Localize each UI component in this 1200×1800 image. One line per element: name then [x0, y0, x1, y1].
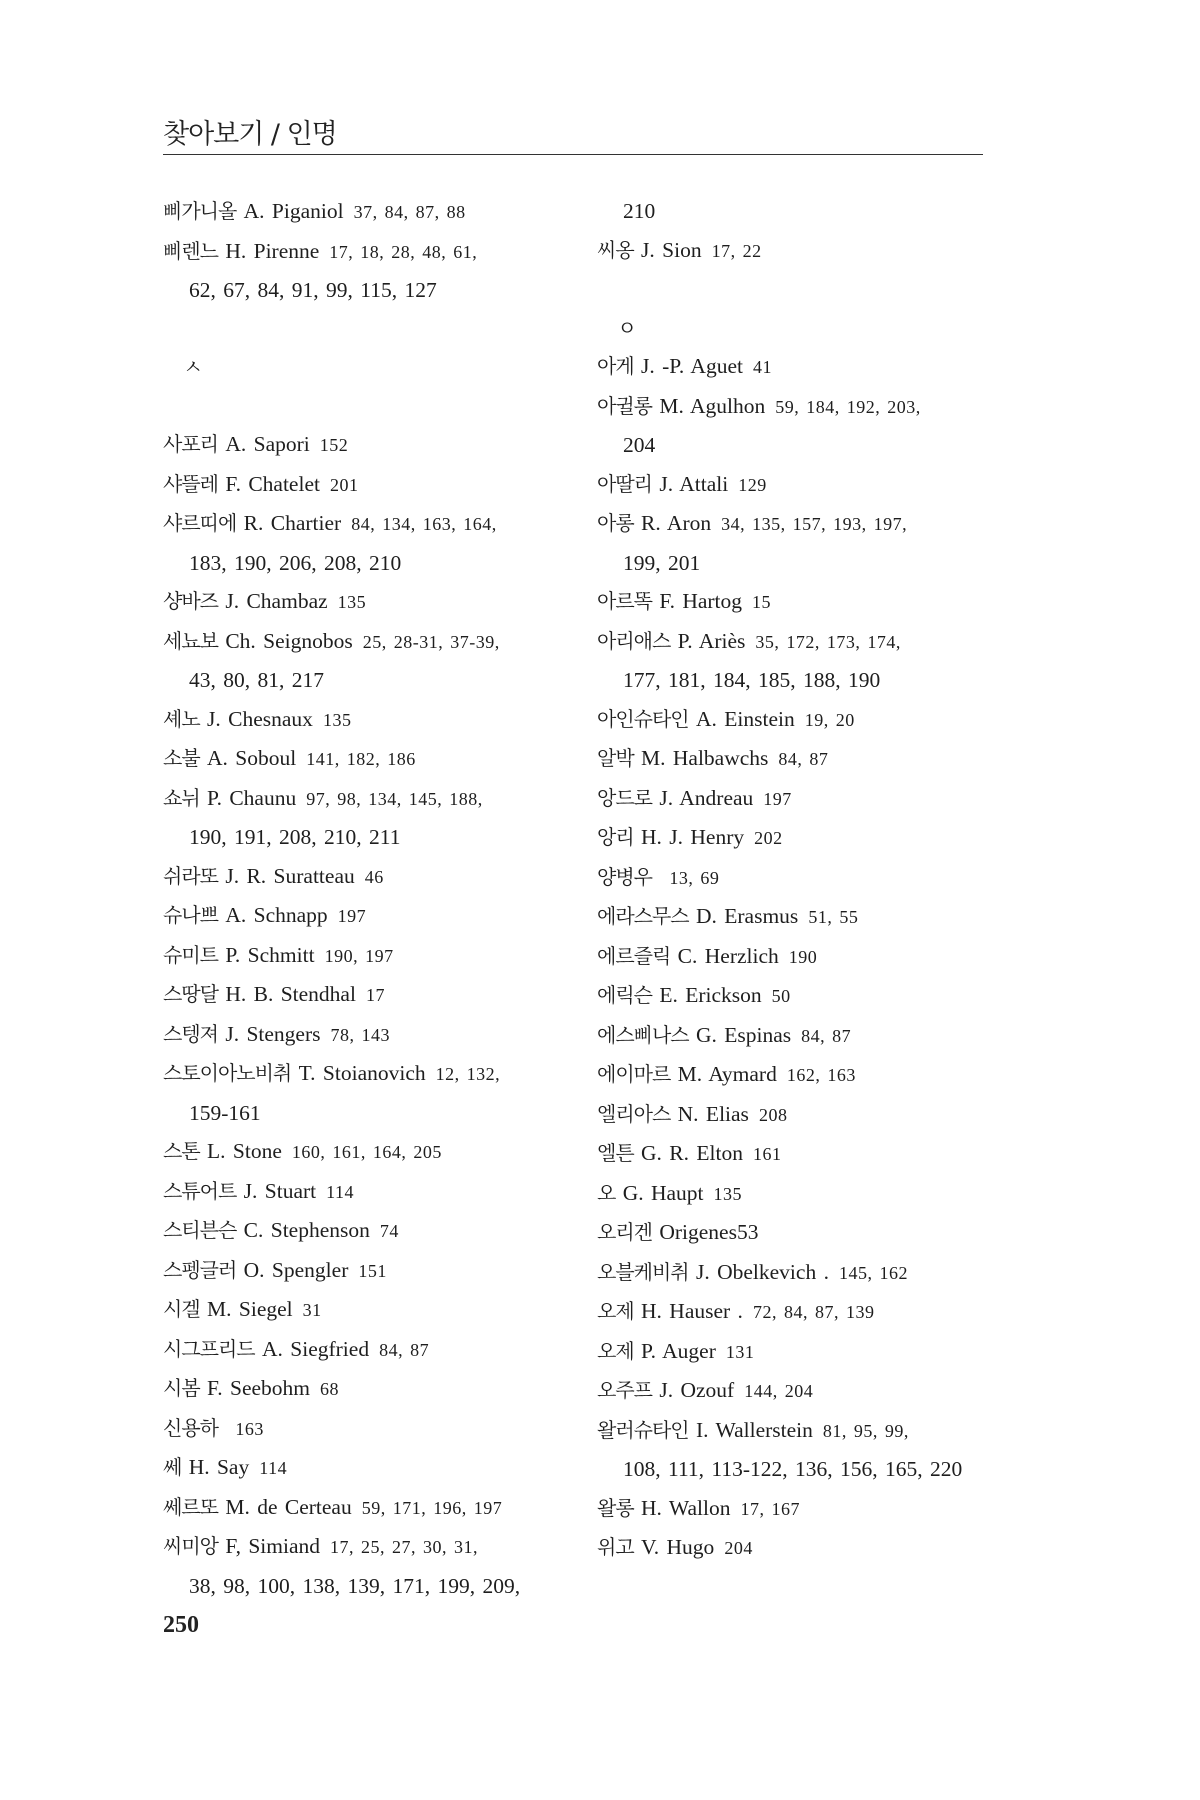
- korean-name: 에릭슨: [597, 983, 652, 1007]
- index-entry: [597, 897, 1017, 937]
- korean-name: 오블케비취: [597, 1259, 689, 1284]
- original-name: A. Siegfried: [261, 1336, 370, 1361]
- korean-name: 앙드로: [597, 785, 652, 810]
- original-name: H. Wallon: [641, 1495, 731, 1520]
- index-entry: [163, 1251, 593, 1291]
- page-references: 201: [329, 474, 359, 495]
- index-entry: [597, 1292, 1017, 1332]
- original-name: I. Wallerstein: [695, 1417, 813, 1442]
- original-name: P. Auger: [641, 1338, 716, 1363]
- korean-name: 아르똑: [597, 589, 652, 613]
- original-name: G. Haupt: [622, 1180, 704, 1205]
- index-entry: [597, 347, 1017, 387]
- page-references: 84, 87: [778, 749, 829, 769]
- korean-name: 아딸리: [597, 471, 652, 496]
- original-name: F, Simiand: [225, 1534, 320, 1558]
- index-entry: [597, 1095, 1017, 1135]
- section-heading: ㅅ: [183, 355, 203, 379]
- index-entry-continuation: 204: [623, 433, 656, 457]
- page-references: 17: [365, 985, 385, 1005]
- index-entry-continuation: 108, 111, 113-122, 136, 156, 165, 220: [623, 1457, 963, 1481]
- index-entry: [163, 1330, 593, 1370]
- section-heading: ㅇ: [617, 315, 637, 340]
- index-entry: [163, 1409, 593, 1449]
- original-name: H. Pirenne: [225, 238, 320, 263]
- korean-name: 스펭글러: [163, 1257, 237, 1282]
- page-references: 208: [758, 1104, 788, 1125]
- korean-name: 소불: [163, 746, 200, 770]
- original-name: J. Attali: [659, 471, 729, 496]
- original-name: F. Chatelet: [225, 471, 320, 496]
- index-entry: [163, 1015, 593, 1055]
- page-references: 84, 134, 163, 164,: [351, 514, 497, 534]
- original-name: J. Ozouf: [659, 1378, 735, 1402]
- original-name: H. B. Stendhal: [225, 982, 356, 1006]
- page-references: 114: [259, 1458, 288, 1478]
- index-entry: [163, 1290, 593, 1330]
- original-name: R. Aron: [641, 511, 712, 535]
- index-entry: [163, 1527, 593, 1567]
- original-name: J. R. Suratteau: [225, 863, 355, 888]
- header-title: 찾아보기 / 인명: [163, 119, 337, 150]
- original-name: P. Chaunu: [207, 785, 297, 810]
- korean-name: 씨미앙: [163, 1534, 218, 1558]
- korean-name: 엘튼: [597, 1141, 634, 1165]
- original-name: J. Chesnaux: [207, 706, 313, 731]
- index-entry: [163, 1369, 593, 1409]
- korean-name: 앙리: [597, 825, 634, 849]
- index-entry: [163, 504, 593, 544]
- index-column-right: [597, 192, 1017, 1568]
- index-entry: [163, 700, 593, 740]
- page-references: 68: [320, 1379, 340, 1399]
- korean-name: 샤뜰레: [163, 471, 218, 496]
- index-entry: [163, 1054, 593, 1094]
- original-name: G. R. Elton: [641, 1141, 743, 1165]
- korean-name: 스토이아노비취: [163, 1061, 292, 1085]
- index-entry: [597, 937, 1017, 977]
- index-entry: [597, 1174, 1017, 1214]
- index-entry-continuation: 210: [623, 199, 656, 223]
- page-references: 59, 184, 192, 203,: [775, 396, 921, 417]
- page-references: 131: [725, 1341, 755, 1362]
- index-entry: [163, 425, 593, 465]
- korean-name: 왈롱: [597, 1495, 634, 1520]
- page-references: 161: [752, 1144, 782, 1164]
- page-references: 41: [752, 357, 772, 377]
- original-name: P. Ariès: [677, 628, 746, 653]
- index-entry: [163, 739, 593, 779]
- page-references: 25, 28-31, 37-39,: [362, 631, 500, 652]
- index-entry: [163, 622, 593, 662]
- original-name: E. Erickson: [659, 983, 762, 1007]
- index-entry: [597, 858, 1017, 898]
- original-name: J. Andreau: [659, 785, 754, 810]
- korean-name: 쎄르또: [163, 1494, 218, 1519]
- page-references: 13, 69: [669, 867, 720, 888]
- index-entry-continuation: 190, 191, 208, 210, 211: [189, 825, 401, 849]
- index-entry: [163, 1172, 593, 1212]
- korean-name: 오제: [597, 1299, 634, 1323]
- korean-name: 에이마르: [597, 1062, 671, 1086]
- page-references: 97, 98, 134, 145, 188,: [306, 788, 483, 809]
- original-name: G. Espinas: [695, 1022, 792, 1047]
- page-references: 197: [337, 906, 367, 926]
- page-references: 204: [724, 1538, 753, 1558]
- page-references: 31: [302, 1300, 322, 1320]
- original-name: J. -P. Aguet: [641, 354, 743, 378]
- korean-name: 에르즐릭: [597, 943, 671, 968]
- index-entry: [597, 622, 1017, 662]
- page-references: 197: [763, 788, 792, 809]
- korean-name: 아게: [597, 354, 634, 378]
- korean-name: 시봄: [163, 1376, 200, 1400]
- index-entry: [163, 192, 593, 232]
- original-name: N. Elias: [677, 1101, 749, 1126]
- korean-name: 신용하: [163, 1415, 218, 1440]
- korean-name: 스텡져: [163, 1021, 218, 1046]
- index-entry: [163, 857, 593, 897]
- index-entry: [163, 1448, 593, 1488]
- original-name: Origenes53: [659, 1220, 759, 1244]
- index-entry-continuation: 38, 98, 100, 138, 139, 171, 199, 209,: [189, 1573, 521, 1598]
- index-entry: [163, 465, 593, 505]
- index-entry: [163, 779, 593, 819]
- page-references: 84, 87: [379, 1339, 430, 1360]
- korean-name: 스톤: [163, 1139, 200, 1163]
- original-name: D. Erasmus: [695, 904, 799, 928]
- index-entry: [163, 936, 593, 976]
- original-name: J. Obelkevich .: [695, 1259, 829, 1284]
- korean-name: 아롱: [597, 511, 634, 535]
- original-name: P. Schmitt: [225, 942, 315, 967]
- original-name: O. Spengler: [243, 1257, 349, 1282]
- page-references: 202: [754, 828, 783, 848]
- page-references: 152: [319, 435, 349, 455]
- index-entry: [597, 231, 1017, 271]
- korean-name: 오리겐: [597, 1220, 652, 1244]
- korean-name: 위고: [597, 1535, 634, 1559]
- page-references: 135: [322, 709, 352, 730]
- korean-name: 쇼뉘: [163, 785, 200, 810]
- page-references: 34, 135, 157, 193, 197,: [721, 514, 908, 534]
- korean-name: 스티븐슨: [163, 1218, 237, 1242]
- original-name: H. Say: [188, 1455, 250, 1479]
- index-entry: [597, 700, 1017, 740]
- page-references: 129: [738, 474, 767, 495]
- original-name: A. Soboul: [207, 746, 297, 770]
- index-entry: [597, 1213, 1017, 1253]
- index-entry-continuation: 177, 181, 184, 185, 188, 190: [623, 668, 881, 692]
- page-references: 78, 143: [330, 1024, 391, 1045]
- korean-name: 샹바즈: [163, 589, 218, 613]
- page-references: 144, 204: [744, 1381, 814, 1401]
- original-name: F. Hartog: [659, 589, 743, 613]
- korean-name: 오제: [597, 1338, 634, 1363]
- page-references: 12, 132,: [435, 1064, 501, 1084]
- original-name: J. Stengers: [225, 1021, 321, 1046]
- original-name: J. Stuart: [243, 1178, 317, 1203]
- original-name: C. Herzlich: [677, 943, 779, 968]
- korean-name: 삐가니올: [163, 199, 237, 223]
- page-references: 114: [326, 1181, 354, 1202]
- original-name: J. Sion: [641, 237, 702, 262]
- index-entry-continuation: 183, 190, 206, 208, 210: [189, 550, 402, 575]
- page-references: 50: [771, 986, 791, 1006]
- korean-name: 세뇨보: [163, 628, 218, 653]
- page-references: 190: [788, 946, 818, 967]
- index-entry: [597, 1528, 1017, 1568]
- index-entry: [597, 1134, 1017, 1174]
- index-entry: [597, 1332, 1017, 1372]
- korean-name: 시그프리드: [163, 1336, 255, 1361]
- index-entry: [597, 739, 1017, 779]
- korean-name: 슈미트: [163, 942, 218, 967]
- page-references: 17, 18, 28, 48, 61,: [329, 241, 478, 262]
- page-references: 17, 167: [740, 1498, 800, 1519]
- index-entry-continuation: 159-161: [189, 1100, 261, 1125]
- original-name: L. Stone: [207, 1139, 282, 1163]
- korean-name: 쎄: [163, 1455, 182, 1479]
- korean-name: 오주프: [597, 1378, 652, 1402]
- page-references: 37, 84, 87, 88: [353, 202, 466, 222]
- original-name: M. Aymard: [677, 1062, 777, 1086]
- korean-name: 샤르띠에: [163, 511, 237, 535]
- korean-name: 씨옹: [597, 237, 634, 262]
- original-name: A. Einstein: [695, 706, 795, 731]
- page-references: 15: [752, 592, 772, 612]
- korean-name: 스땅달: [163, 982, 218, 1006]
- page-references: 163: [235, 1418, 264, 1439]
- index-entry: [597, 582, 1017, 622]
- header-rule: [163, 154, 983, 155]
- spacer: [597, 270, 1017, 309]
- korean-name: 스튜어트: [163, 1178, 237, 1203]
- page-references: 74: [379, 1221, 399, 1241]
- page-number: 250: [163, 1612, 199, 1638]
- index-entry: [163, 1211, 593, 1251]
- original-name: V. Hugo: [641, 1535, 715, 1559]
- korean-name: 아리애스: [597, 628, 671, 653]
- index-entry: [163, 975, 593, 1015]
- page-references: 84, 87: [801, 1025, 852, 1046]
- page-references: 145, 162: [838, 1262, 908, 1283]
- original-name: M. Siegel: [207, 1297, 293, 1321]
- original-name: T. Stoianovich: [298, 1061, 426, 1085]
- page-references: 17, 22: [711, 240, 762, 261]
- page-references: 19, 20: [804, 709, 855, 730]
- page-references: 135: [337, 592, 367, 612]
- korean-name: 엘리아스: [597, 1101, 671, 1126]
- page-references: 35, 172, 173, 174,: [755, 631, 901, 652]
- index-entry: [597, 976, 1017, 1016]
- korean-name: 아귈롱: [597, 393, 652, 418]
- korean-name: 삐렌느: [163, 238, 218, 263]
- korean-name: 알박: [597, 746, 634, 770]
- page-references: 59, 171, 196, 197: [361, 1497, 503, 1518]
- korean-name: 오: [597, 1180, 616, 1205]
- index-entry: [597, 779, 1017, 819]
- original-name: A. Sapori: [225, 432, 310, 456]
- original-name: M. Agulhon: [659, 393, 766, 418]
- page-references: 141, 182, 186: [306, 749, 416, 769]
- korean-name: 양병우: [597, 864, 652, 889]
- index-entry: [597, 818, 1017, 858]
- original-name: H. J. Henry: [641, 825, 745, 849]
- korean-name: 시겔: [163, 1297, 200, 1321]
- page-references: 162, 163: [786, 1065, 856, 1085]
- index-entry: [163, 582, 593, 622]
- original-name: J. Chambaz: [225, 589, 328, 613]
- page-references: 46: [364, 866, 384, 887]
- index-entry: [597, 1016, 1017, 1056]
- original-name: M. Halbawchs: [641, 746, 769, 770]
- index-entry: [163, 1488, 593, 1528]
- original-name: C. Stephenson: [243, 1218, 370, 1242]
- korean-name: 아인슈타인: [597, 706, 689, 731]
- index-entry: [597, 1489, 1017, 1529]
- original-name: A. Piganiol: [243, 199, 344, 223]
- korean-name: 왈러슈타인: [597, 1417, 689, 1442]
- korean-name: 에스삐나스: [597, 1022, 689, 1047]
- index-entry: [597, 1411, 1017, 1451]
- index-entry: [163, 1132, 593, 1172]
- korean-name: 사포리: [163, 432, 218, 456]
- korean-name: 슈나쁘: [163, 903, 218, 927]
- original-name: R. Chartier: [243, 511, 342, 535]
- page-references: 135: [713, 1183, 743, 1204]
- index-entry-continuation: 43, 80, 81, 217: [189, 668, 324, 692]
- index-entry: [597, 1055, 1017, 1095]
- index-entry-continuation: 199, 201: [623, 550, 701, 575]
- page-references: 81, 95, 99,: [822, 1420, 909, 1441]
- index-entry: [597, 1253, 1017, 1293]
- page-references: 151: [358, 1260, 387, 1281]
- index-column-left: [163, 192, 593, 1605]
- index-entry: [597, 504, 1017, 544]
- index-entry: [597, 465, 1017, 505]
- page-references: 72, 84, 87, 139: [752, 1302, 875, 1322]
- original-name: A. Schnapp: [225, 903, 328, 927]
- page-references: 17, 25, 27, 30, 31,: [330, 1537, 478, 1557]
- index-entry: [597, 1371, 1017, 1411]
- original-name: H. Hauser .: [641, 1299, 743, 1323]
- original-name: F. Seebohm: [207, 1376, 311, 1400]
- index-entry: [597, 387, 1017, 427]
- page-references: 160, 161, 164, 205: [291, 1142, 442, 1162]
- spacer: [163, 387, 593, 426]
- korean-name: 에라스무스: [597, 904, 689, 928]
- index-entry-continuation: 62, 67, 84, 91, 99, 115, 127: [189, 278, 437, 302]
- page-references: 190, 197: [324, 945, 394, 966]
- spacer: [163, 310, 593, 349]
- original-name: M. de Certeau: [225, 1494, 352, 1519]
- index-entry: [163, 896, 593, 936]
- running-header: [163, 112, 983, 151]
- korean-name: 셰노: [163, 706, 200, 731]
- original-name: Ch. Seignobos: [225, 628, 353, 653]
- index-entry: [163, 232, 593, 272]
- page-references: 51, 55: [808, 907, 859, 927]
- korean-name: 쉬라또: [163, 863, 218, 888]
